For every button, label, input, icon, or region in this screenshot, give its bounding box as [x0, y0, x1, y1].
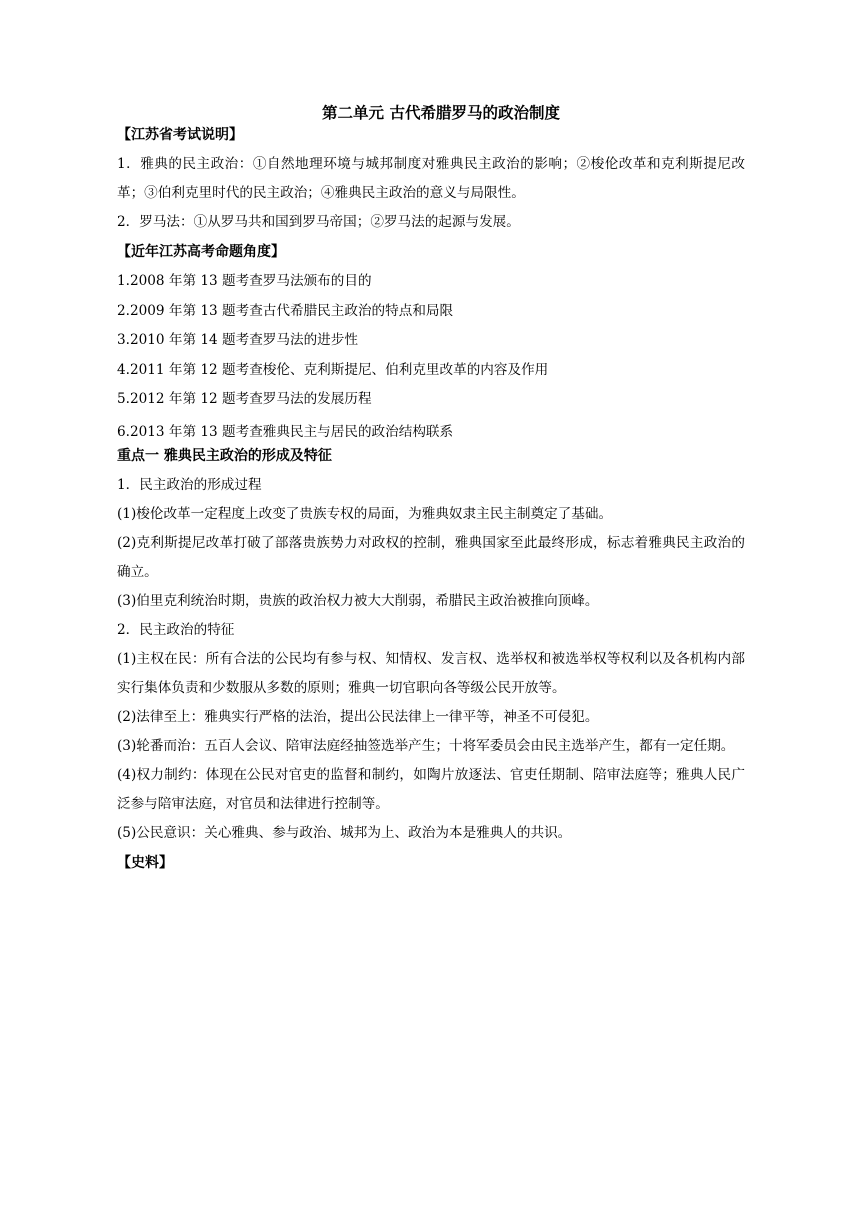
exam-notes-heading: 【江苏省考试说明】: [117, 127, 243, 143]
recent-exam-item: 4.2011 年第 12 题考查梭伦、克利斯提尼、伯利克里改革的内容及作用: [117, 361, 549, 378]
feature-item: (5)公民意识：关心雅典、参与政治、城邦为上、政治为本是雅典人的共识。: [117, 824, 572, 841]
features-subheading: 2．民主政治的特征: [117, 621, 235, 638]
feature-item: (3)轮番而治：五百人会议、陪审法庭经抽签选举产生；十将军委员会由民主选举产生，都有一定任期。: [117, 737, 735, 754]
recent-exam-item: 1.2008 年第 13 题考查罗马法颁布的目的: [117, 273, 372, 289]
historical-materials-heading: 【史料】: [117, 854, 173, 871]
recent-exams-heading: 【近年江苏高考命题角度】: [117, 244, 285, 260]
recent-exam-item: 6.2013 年第 13 题考查雅典民主与居民的政治结构联系: [117, 423, 454, 440]
feature-item: (2)法律至上：雅典实行严格的法治，提出公民法律上一律平等，神圣不可侵犯。: [117, 708, 599, 725]
recent-exam-item: 2.2009 年第 13 题考查古代希腊民主政治的特点和局限: [117, 302, 454, 319]
recent-exam-item: 5.2012 年第 12 题考查罗马法的发展历程: [117, 391, 372, 407]
document-title: 第二单元 古代希腊罗马的政治制度: [322, 104, 560, 122]
formation-item: (2)克利斯提尼改革打破了部落贵族势力对政权的控制，雅典国家至此最终形成，标志着雅典民主政治的确立。: [117, 534, 745, 580]
key-point-heading: 重点一 雅典民主政治的形成及特征: [117, 447, 332, 464]
exam-note-item: 2．罗马法：①从罗马共和国到罗马帝国；②罗马法的起源与发展。: [117, 214, 520, 230]
formation-item: (1)梭伦改革一定程度上改变了贵族专权的局面，为雅典奴隶主民主制奠定了基础。: [117, 505, 613, 522]
formation-subheading: 1．民主政治的形成过程: [117, 476, 262, 493]
feature-item: (1)主权在民：所有合法的公民均有参与权、知情权、发言权、选举权和被选举权等权利以及各机构内部实行集体负责和少数服从多数的原则；雅典一切官职向各等级公民开放等。: [117, 650, 745, 696]
exam-note-item: 1．雅典的民主政治：①自然地理环境与城邦制度对雅典民主政治的影响；②梭伦改革和克利斯提尼改革；③伯利克里时代的民主政治；④雅典民主政治的意义与局限性。: [117, 156, 745, 201]
feature-item: (4)权力制约：体现在公民对官吏的监督和制约，如陶片放逐法、官吏任期制、陪审法庭等；雅典人民广泛参与陪审法庭，对官员和法律进行控制等。: [117, 766, 745, 812]
document-body: [117, 102, 745, 874]
recent-exam-item: 3.2010 年第 14 题考查罗马法的进步性: [117, 332, 358, 348]
formation-item: (3)伯里克利统治时期，贵族的政治权力被大大削弱，希腊民主政治被推向顶峰。: [117, 592, 599, 609]
